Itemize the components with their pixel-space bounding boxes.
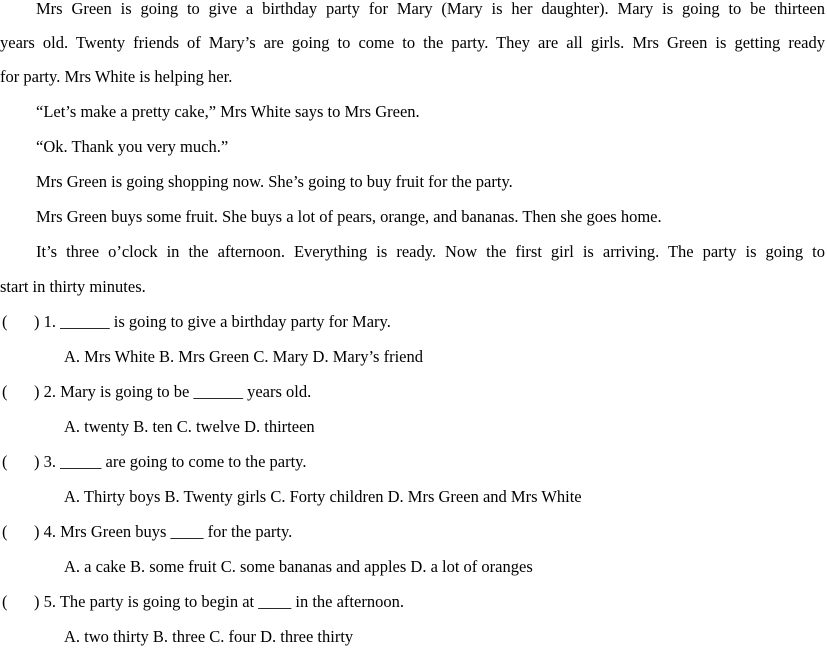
question-3-options: A. Thirty boys B. Twenty girls C. Forty children D. Mrs Green and Mrs White <box>64 487 582 506</box>
question-text: ) 5. The party is going to begin at ____ in the afternoon. <box>34 592 404 611</box>
question-5-options: A. two thirty B. three C. four D. three thirty <box>64 627 354 646</box>
answer-paren: ( <box>2 452 8 471</box>
answer-paren: ( <box>2 312 8 331</box>
answer-paren: ( <box>2 522 8 541</box>
passage-line-5: “Ok. Thank you very much.” <box>36 137 229 156</box>
question-text: ) 4. Mrs Green buys ____ for the party. <box>34 522 293 541</box>
question-1 <box>0 309 827 335</box>
question-1-options: A. Mrs White B. Mrs Green C. Mary D. Mary’s friend <box>64 347 423 366</box>
question-text: ) 3. _____ are going to come to the party. <box>34 452 307 471</box>
passage-line-3: for party. Mrs White is helping her. <box>0 67 233 86</box>
question-5 <box>0 589 827 615</box>
passage-line-2: years old. Twenty friends of Mary’s are going to come to the party. They are all girls. Mrs Green is getting ready <box>0 33 825 52</box>
passage-line-1: Mrs Green is going to give a birthday party for Mary (Mary is her daughter). Mary is going to be thirteen <box>36 0 825 18</box>
answer-paren: ( <box>2 592 8 611</box>
passage-line-4: “Let’s make a pretty cake,” Mrs White says to Mrs Green. <box>36 102 420 121</box>
question-4 <box>0 519 827 545</box>
question-2 <box>0 379 827 405</box>
question-3 <box>0 449 827 475</box>
passage-line-9: start in thirty minutes. <box>0 277 146 296</box>
passage-line-6: Mrs Green is going shopping now. She’s going to buy fruit for the party. <box>36 172 513 191</box>
question-text: ) 2. Mary is going to be ______ years old. <box>34 382 312 401</box>
passage-line-8: It’s three o’clock in the afternoon. Everything is ready. Now the first girl is arriving. The party is going to <box>36 242 825 261</box>
answer-paren: ( <box>2 382 8 401</box>
passage-line-7: Mrs Green buys some fruit. She buys a lot of pears, orange, and bananas. Then she goes home. <box>36 207 662 226</box>
question-4-options: A. a cake B. some fruit C. some bananas and apples D. a lot of oranges <box>64 557 533 576</box>
question-text: ) 1. ______ is going to give a birthday party for Mary. <box>34 312 391 331</box>
question-2-options: A. twenty B. ten C. twelve D. thirteen <box>64 417 315 436</box>
